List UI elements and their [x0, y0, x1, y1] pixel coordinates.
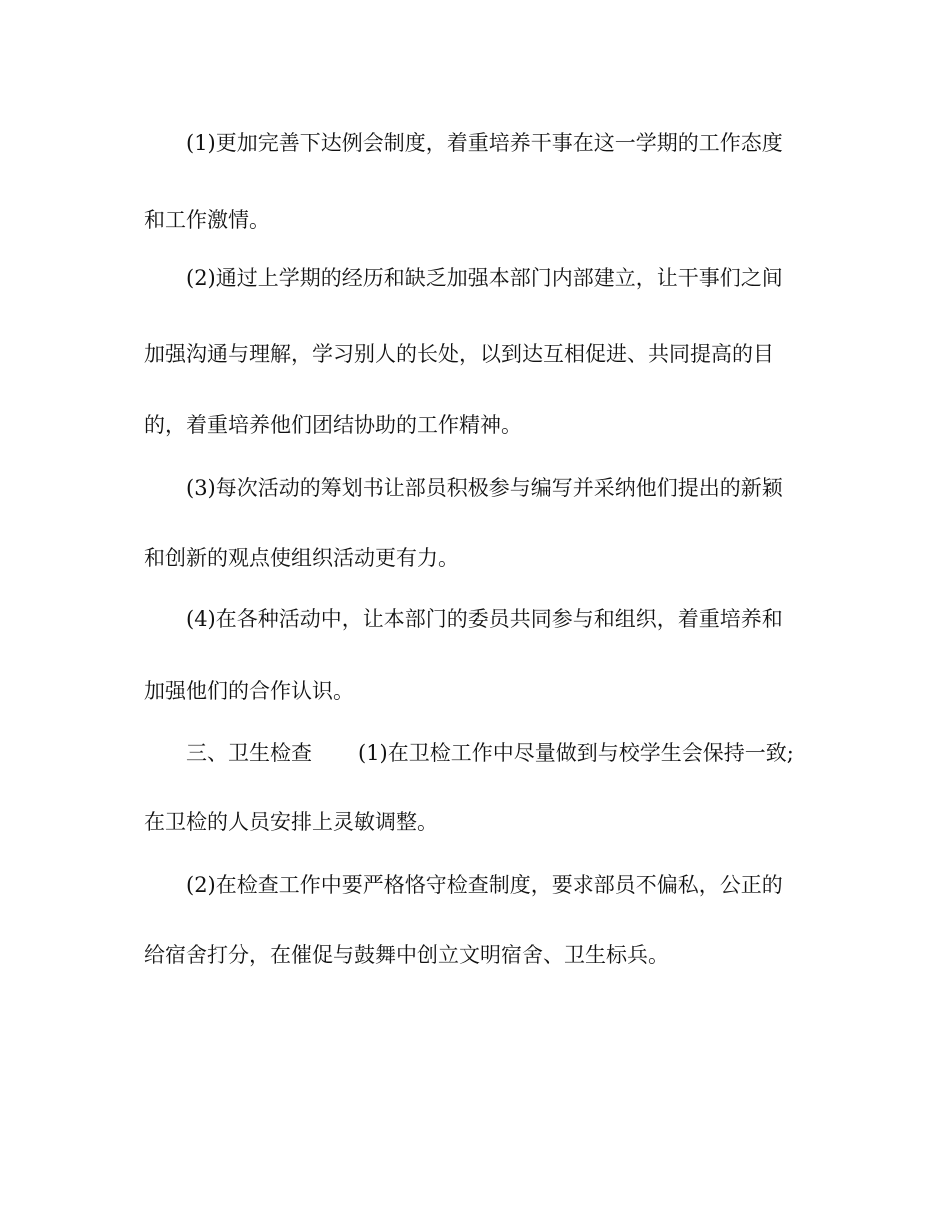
paragraph-6-line-1: (2)在检查工作中要严格恪守检查制度，要求部员不偏私，公正的: [186, 873, 783, 897]
paragraph-3-line-2: 和创新的观点使组织活动更有力。: [144, 546, 459, 570]
paragraph-2-line-1: (2)通过上学期的经历和缺乏加强本部门内部建立，让干事们之间: [186, 266, 783, 290]
section-heading: 三、卫生检查: [186, 741, 312, 765]
paragraph-1-line-1: (1)更加完善下达例会制度，着重培养干事在这一学期的工作态度: [186, 131, 783, 155]
paragraph-2-line-3: 的，着重培养他们团结协助的工作精神。: [144, 413, 522, 437]
paragraph-5-line-1: [186, 733, 866, 773]
paragraph-4-line-1: (4)在各种活动中，让本部门的委员共同参与和组织，着重培养和: [186, 607, 783, 631]
paragraph-1-line-2: 和工作激情。: [144, 208, 270, 232]
paragraph-6-line-2: 给宿舍打分，在催促与鼓舞中创立文明宿舍、卫生标兵。: [144, 943, 669, 967]
paragraph-2-line-2: 加强沟通与理解，学习别人的长处，以到达互相促进、共同提高的目: [144, 342, 774, 366]
paragraph-3-line-1: (3)每次活动的筹划书让部员积极参与编写并采纳他们提出的新颖: [186, 476, 783, 500]
paragraph-4-line-2: 加强他们的合作认识。: [144, 679, 354, 703]
paragraph-5-line-2: 在卫检的人员安排上灵敏调整。: [144, 810, 438, 834]
paragraph-5-line-1-text: (1)在卫检工作中尽量做到与校学生会保持一致;: [358, 741, 794, 765]
